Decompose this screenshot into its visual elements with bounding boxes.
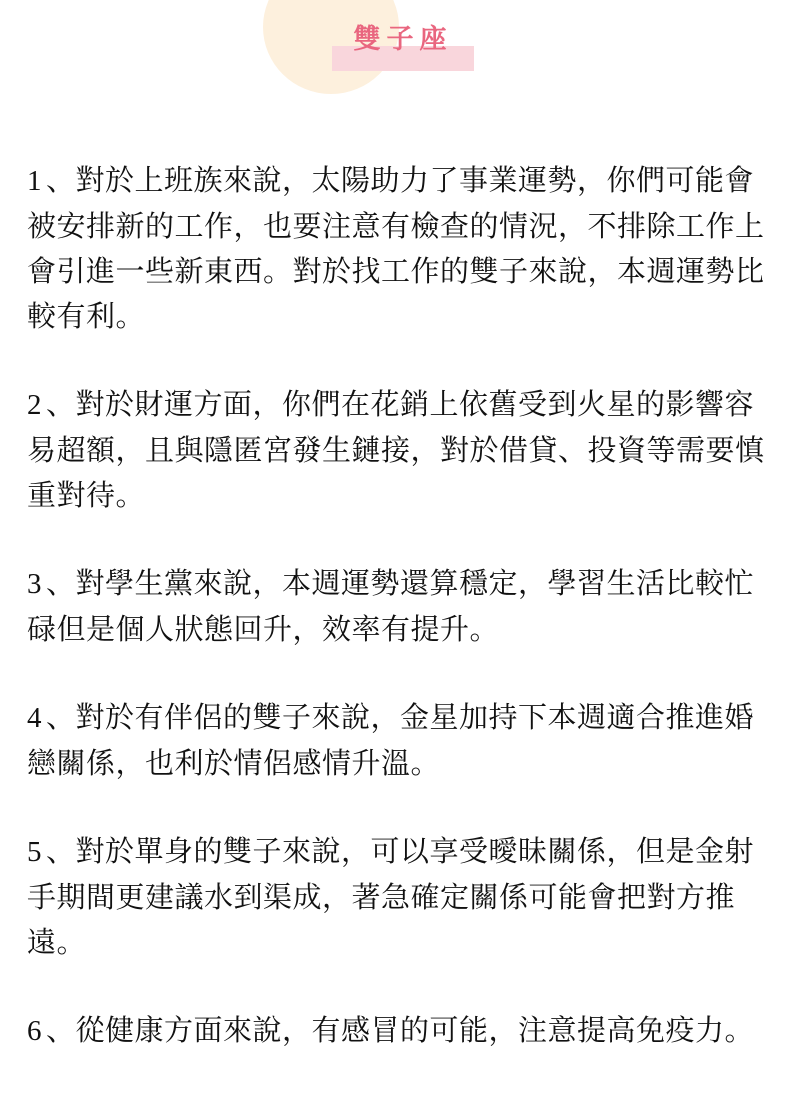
page-title: 雙子座 [353, 24, 453, 55]
paragraph-text: 、從健康方面來說，有感冒的可能，注意提高免疫力。 [46, 1013, 755, 1047]
paragraph-6 [27, 1008, 775, 1054]
paragraph-number: 2 [27, 389, 42, 421]
paragraph-number: 5 [27, 836, 42, 868]
paragraph-number: 4 [27, 702, 42, 734]
paragraph-1 [27, 158, 775, 339]
paragraph-text: 、對於有伴侶的雙子來說，金星加持下本週適合推進婚戀關係，也利於情侶感情升溫。 [27, 700, 755, 780]
paragraph-3 [27, 561, 775, 652]
paragraph-number: 6 [27, 1015, 42, 1047]
paragraph-4 [27, 695, 775, 786]
article-body [27, 158, 775, 1097]
paragraph-text: 、對於財運方面，你們在花銷上依舊受到火星的影響容易超額，且與隱匿宮發生鏈接，對於借貸、投資等需要慎重對待。 [27, 387, 765, 512]
paragraph-5 [27, 829, 775, 965]
paragraph-number: 3 [27, 568, 42, 600]
paragraph-text: 、對於單身的雙子來說，可以享受曖昧關係，但是金射手期間更建議水到渠成，著急確定關係可能會把對方推遠。 [27, 834, 755, 959]
header [0, 0, 788, 110]
paragraph-text: 、對學生黨來說，本週運勢還算穩定，學習生活比較忙碌但是個人狀態回升，效率有提升。 [27, 566, 755, 646]
paragraph-text: 、對於上班族來說，太陽助力了事業運勢，你們可能會被安排新的工作，也要注意有檢查的情況，不排除工作上會引進一些新東西。對於找工作的雙子來說，本週運勢比較有利。 [27, 163, 765, 333]
paragraph-2 [27, 382, 775, 518]
paragraph-number: 1 [27, 165, 42, 197]
